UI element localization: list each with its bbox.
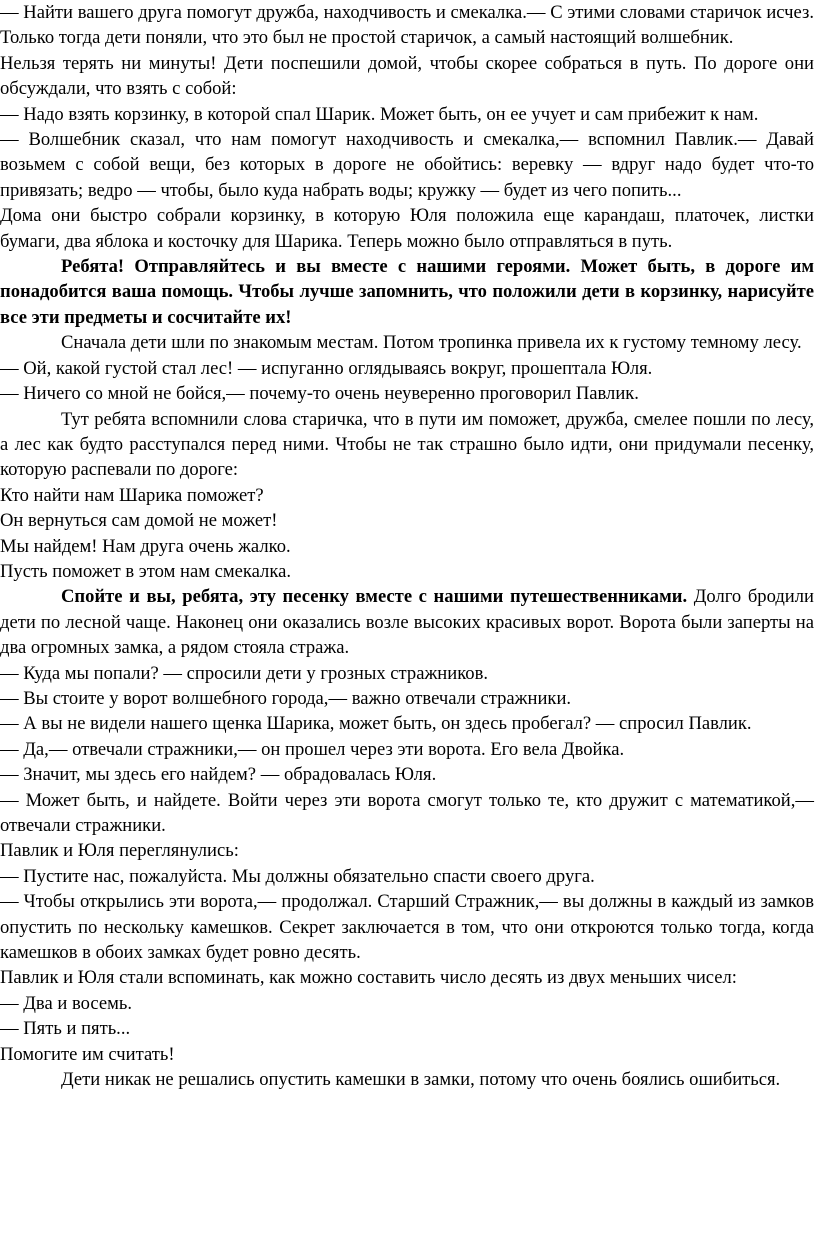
paragraph: — Да,— отвечали стражники,— он прошел через эти ворота. Его вела Двойка.: [0, 738, 625, 760]
paragraph: — Чтобы открылись эти ворота,— продолжал. Старший Стражник,— вы должны в каждый из замков опустить по нескольку камешков. Секрет заключается в том, что они откроются только тогда, когда камешков в обоих замках будет ровно десять.: [0, 891, 814, 964]
paragraph: — Пустите нас, пожалуйста. Мы должны обязательно спасти своего друга.: [0, 865, 595, 887]
bold-instruction-paragraph: Ребята! Отправляйтесь и вы вместе с нашими героями. Может быть, в дороге им понадобится ваша помощь. Чтобы лучше запомнить, что положили дети в корзинку, нарисуйте все эти предметы и сосчитайте их!: [0, 256, 814, 328]
paragraph: — Найти вашего друга помогут дружба, находчивость и смекалка.— С этими словами старичок исчез. Только тогда дети поняли, что это был не простой старичок, а самый настоящий волшебник.: [0, 2, 814, 49]
bold-instruction: Спойте и вы, ребята, эту песенку вместе с нашими путешественниками.: [61, 586, 688, 608]
text-block-2: [0, 661, 814, 1093]
paragraph: Дети никак не решались опустить камешки в замки, потому что очень боялись ошибиться.: [61, 1069, 781, 1091]
paragraph: Тут ребята вспомнили слова старичка, что в пути им поможет, дружба, смелее пошли по лесу, а лес как будто расступался перед ними. Чтобы не так страшно было идти, они придумали песенку, которую распевали по дороге:: [0, 408, 814, 481]
paragraph-text: Долго бродили дети по лесной чаще. Наконец они оказались возле высоких красивых ворот. Ворота были заперты на два огромных замка, а рядом стояла стража.: [0, 586, 814, 659]
paragraph: — Куда мы попали? — спросили дети у грозных стражников.: [0, 662, 489, 684]
paragraph: — Вы стоите у ворот волшебного города,— важно отвечали стражники.: [0, 687, 572, 709]
paragraph: — Надо взять корзинку, в которой спал Шарик. Может быть, он ее учует и сам прибежит к нам.: [0, 103, 759, 125]
paragraph: — Значит, мы здесь его найдем? — обрадовалась Юля.: [0, 764, 437, 786]
paragraph: — Волшебник сказал, что нам помогут находчивость и смекалка,— вспомнил Павлик.— Давай возьмем с собой вещи, без которых в дороге не обойтись: веревку — вдруг надо будет что-то привязать; ведро — чтобы, было куда набрать воды; кружку — будет из чего попить...: [0, 129, 814, 201]
paragraph: Мы найдем! Нам друга очень жалко.: [0, 535, 291, 557]
paragraph: Сначала дети шли по знакомым местам. Потом тропинка привела их к густому темному лесу.: [61, 332, 802, 354]
paragraph: Пусть поможет в этом нам смекалка.: [0, 560, 291, 582]
paragraph: Дома они быстро собрали корзинку, в которую Юля положила еще карандаш, платочек, листки бумаги, два яблока и косточку для Шарика. Теперь можно было отправляться в путь.: [0, 205, 814, 252]
paragraph: — Ой, какой густой стал лес! — испуганно оглядываясь вокруг, прошептала Юля.: [0, 357, 653, 379]
paragraph: Он вернуться сам домой не может!: [0, 510, 278, 532]
paragraph: — Пять и пять...: [0, 1018, 131, 1040]
paragraph: Кто найти нам Шарика поможет?: [0, 484, 264, 506]
paragraph-song-instruction: [0, 584, 814, 660]
paragraph: — Два и восемь.: [0, 992, 132, 1014]
paragraph: — Ничего со мной не бойся,— почему-то очень неуверенно проговорил Павлик.: [0, 383, 639, 405]
paragraph: — Может быть, и найдете. Войти через эти ворота смогут только те, кто дружит с математикой,— отвечали стражники.: [0, 789, 814, 836]
paragraph: Павлик и Юля переглянулись:: [0, 840, 239, 862]
paragraph: Нельзя терять ни минуты! Дети поспешили домой, чтобы скорее собраться в путь. По дороге они обсуждали, что взять с собой:: [0, 52, 814, 100]
paragraph: Павлик и Юля стали вспоминать, как можно составить число десять из двух меньших чисел:: [0, 967, 737, 989]
paragraph: — А вы не видели нашего щенка Шарика, может быть, он здесь пробегал? — спросил Павлик.: [0, 713, 752, 735]
text-block-1: [0, 0, 814, 584]
paragraph: Помогите им считать!: [0, 1043, 175, 1065]
